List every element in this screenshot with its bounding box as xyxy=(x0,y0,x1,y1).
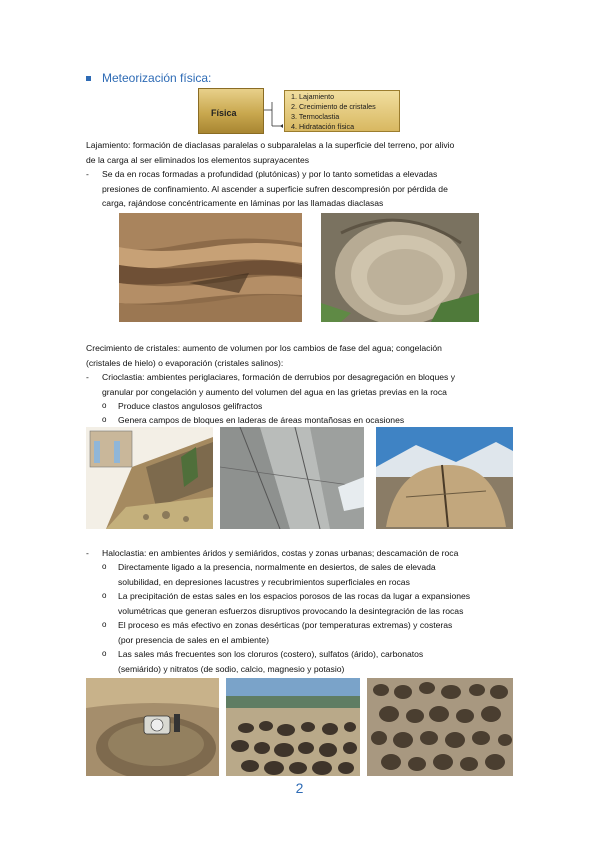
diagram-item: 1. Lajamiento xyxy=(291,92,335,101)
dash-bullet: - xyxy=(86,169,89,179)
salt-weathered-rock-with-compass-photo xyxy=(86,678,219,776)
granite-exfoliation-photo xyxy=(321,213,479,322)
text-line: (semiárido) y nitratos (de sodio, calcio, magnesio y potasio) xyxy=(118,663,345,674)
text-line: Directamente ligado a la presencia, normalmente en desiertos, de sales de elevada xyxy=(118,562,436,572)
fractured-rock-cliff-photo xyxy=(220,427,364,529)
text-line: Se da en rocas formadas a profundidad (plutónicas) y por lo tanto sometidas a elevadas xyxy=(102,169,438,179)
diagram-item: 4. Hidratación física xyxy=(291,122,355,131)
text-line: La precipitación de estas sales en los espacios porosos de las rocas da lugar a expansiones xyxy=(118,591,471,601)
circle-bullet: o xyxy=(102,401,107,410)
text-line: Lajamiento: formación de diaclasas paralelas o subparalelas a la superficie del terreno, por alivio xyxy=(86,140,455,150)
lajamiento-paragraph xyxy=(86,138,516,167)
section-heading xyxy=(86,71,211,85)
text-line: volumétricas que generan esfuerzos disruptivos provocando la desintegración de las rocas xyxy=(118,605,464,616)
diagram-item: 3. Termoclastia xyxy=(291,112,340,121)
text-line: Crioclastia: ambientes periglaciares, formación de derrubios por desagregación en bloques y xyxy=(102,372,456,382)
dash-bullet: - xyxy=(86,548,89,558)
text-line: presiones de confinamiento. Al ascender a superficie sufren descompresión por pérdida de xyxy=(102,183,448,194)
crioclastia-subitem xyxy=(102,399,516,414)
text-line: Las sales más frecuentes son los cloruros (costero), sulfatos (árido), carbonatos xyxy=(118,649,424,659)
circle-bullet: o xyxy=(102,620,107,629)
diagram-item: 2. Crecimiento de cristales xyxy=(291,102,376,111)
dash-bullet: - xyxy=(86,372,89,382)
split-boulder-photo xyxy=(376,427,513,529)
text-line: (cristales de hielo) o evaporación (cristales salinos): xyxy=(86,357,284,368)
circle-bullet: o xyxy=(102,415,107,424)
circle-bullet: o xyxy=(102,562,107,571)
text-line: carga, rajándose concéntricamente en láminas por las llamadas diaclasas xyxy=(102,198,384,209)
circle-bullet: o xyxy=(102,591,107,600)
lajamiento-dash-item xyxy=(86,167,516,211)
diagram-connector xyxy=(264,100,284,130)
text-line: granular por congelación y aumento del volumen del agua en las grietas previas en la roca xyxy=(102,386,447,397)
crioclastia-item xyxy=(86,370,516,399)
text-line: Produce clastos angulosos gelifractos xyxy=(118,401,263,411)
haloclastia-subitem xyxy=(102,589,516,618)
classification-diagram xyxy=(198,88,400,134)
crecimiento-paragraph xyxy=(86,341,516,370)
text-line: Haloclastia: en ambientes áridos y semiáridos, costas y zonas urbanas; descamación de roca xyxy=(102,548,459,558)
page-number: 2 xyxy=(295,780,304,796)
haloclastia-subitem xyxy=(102,618,516,647)
diagram-root-label: Física xyxy=(211,108,237,118)
heading-text: Meteorización física: xyxy=(102,71,212,85)
text-line: (por presencia de sales en el ambiente) xyxy=(118,634,269,645)
text-line: solubilidad, en depresiones lacustres y recubrimientos superficiales en rocas xyxy=(118,576,410,587)
text-line: Genera campos de bloques en laderas de áreas montañosas en ocasiones xyxy=(118,415,405,425)
haloclastia-subitem xyxy=(102,560,516,589)
haloclastia-item xyxy=(86,546,516,561)
diagram-root-box xyxy=(198,88,264,134)
tafoni-closeup-photo xyxy=(367,678,513,776)
frost-wedging-diagram-image xyxy=(86,427,213,529)
crioclastia-subitem xyxy=(102,413,516,428)
honeycomb-weathering-coast-photo xyxy=(226,678,360,776)
circle-bullet: o xyxy=(102,649,107,658)
square-bullet-icon xyxy=(86,76,91,81)
exfoliation-layers-photo xyxy=(119,213,302,322)
haloclastia-subitem xyxy=(102,647,516,676)
diagram-list-box xyxy=(284,90,400,132)
text-line: Crecimiento de cristales: aumento de volumen por los cambios de fase del agua; congelación xyxy=(86,343,442,353)
text-line: de la carga al ser eliminados los elementos suprayacentes xyxy=(86,154,310,165)
text-line: El proceso es más efectivo en zonas desérticas (por temperaturas extremas) y costeras xyxy=(118,620,453,630)
